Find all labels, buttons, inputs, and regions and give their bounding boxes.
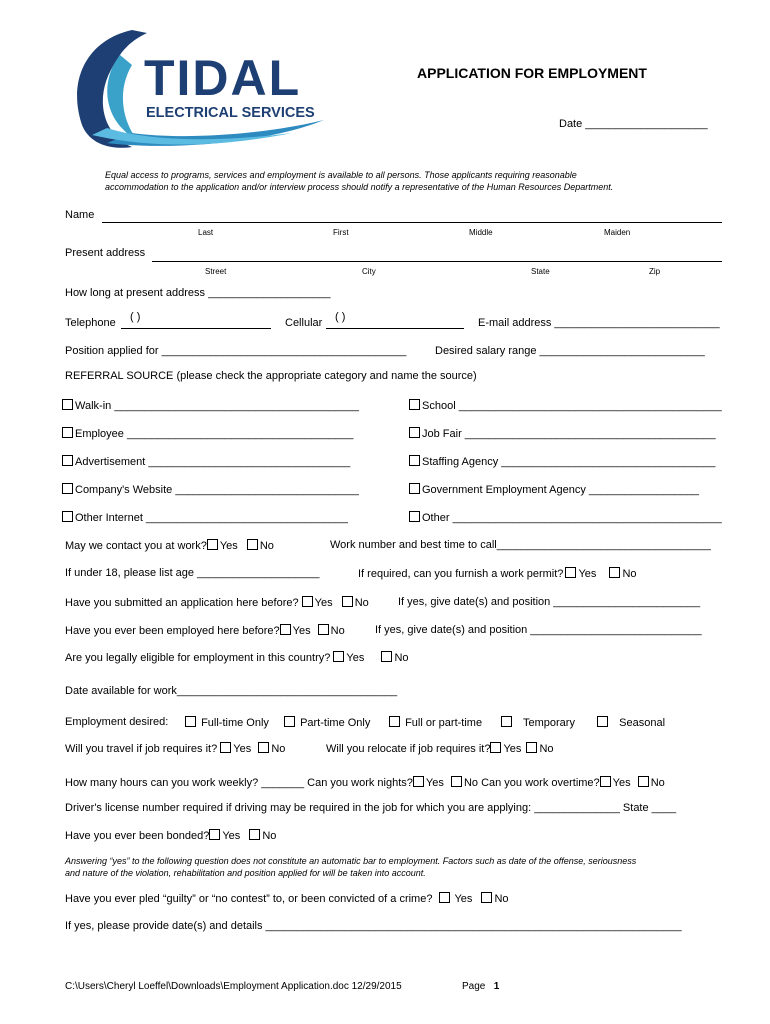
crime-question: Have you ever pled “guilty” or “no contest” to, or been convicted of a crime? Yes No xyxy=(65,893,509,905)
checkbox[interactable] xyxy=(185,716,196,727)
checkbox[interactable] xyxy=(526,742,537,753)
checkbox[interactable] xyxy=(318,624,329,635)
checkbox[interactable] xyxy=(284,716,295,727)
employed-question: Have you ever been employed here before? Yes No xyxy=(65,625,345,637)
submitted-dates-field[interactable]: If yes, give date(s) and position ________________________ xyxy=(398,596,701,608)
relocate-question: Will you relocate if job requires it? Yes No xyxy=(326,743,554,755)
notice-line2: accommodation to the application and/or interview process should notify a representative of the Human Resources Department. xyxy=(105,182,614,192)
address-city-label: City xyxy=(362,267,376,276)
form-title: APPLICATION FOR EMPLOYMENT xyxy=(417,65,647,81)
employment-desired-label: Employment desired: xyxy=(65,716,169,728)
checkbox[interactable] xyxy=(501,716,512,727)
checkbox[interactable] xyxy=(62,399,73,410)
company-name: TIDAL xyxy=(144,50,302,106)
license-field[interactable]: Driver's license number required if driving may be required in the job for which you are applying: ______________ State ____ xyxy=(65,802,677,814)
checkbox[interactable] xyxy=(389,716,400,727)
notice-line1: Equal access to programs, services and employment is available to all persons. Those applicants requiring reasonable xyxy=(105,170,577,180)
answering-note-line1: Answering “yes” to the following question does not constitute an automatic bar to employment. Factors such as date of the offense, seriousness xyxy=(65,856,637,866)
referral-job-fair[interactable]: Job Fair _________________________________________ xyxy=(409,427,716,440)
name-field[interactable] xyxy=(102,222,722,223)
checkbox[interactable] xyxy=(565,567,576,578)
telephone-area: ( ) xyxy=(130,311,141,323)
checkbox[interactable] xyxy=(409,399,420,410)
referral-other[interactable]: Other ____________________________________________ xyxy=(409,511,722,524)
referral-other-internet[interactable]: Other Internet _________________________________ xyxy=(62,511,348,524)
cellular-label: Cellular xyxy=(285,317,323,329)
employed-dates-field[interactable]: If yes, give date(s) and position ____________________________ xyxy=(375,624,702,636)
option-full-time[interactable]: Full-time Only xyxy=(185,716,269,729)
checkbox[interactable] xyxy=(439,892,450,903)
footer-page: Page 1 xyxy=(462,981,500,992)
option-temporary[interactable]: Temporary xyxy=(501,716,575,729)
cellular-area: ( ) xyxy=(335,311,346,323)
referral-company-website[interactable]: Company's Website ______________________________ xyxy=(62,483,359,496)
checkbox[interactable] xyxy=(600,776,611,787)
cellular-field[interactable] xyxy=(326,328,464,329)
option-full-or-part[interactable]: Full or part-time xyxy=(389,716,482,729)
details-field[interactable]: If yes, please provide date(s) and details ____________________________________________________________________ xyxy=(65,920,682,932)
checkbox[interactable] xyxy=(62,427,73,438)
checkbox[interactable] xyxy=(342,596,353,607)
checkbox[interactable] xyxy=(258,742,269,753)
under-18-field[interactable]: If under 18, please list age ____________________ xyxy=(65,567,320,579)
option-seasonal[interactable]: Seasonal xyxy=(597,716,665,729)
name-label: Name xyxy=(65,209,95,221)
referral-government-agency[interactable]: Government Employment Agency __________________ xyxy=(409,483,699,496)
referral-school[interactable]: School ___________________________________________ xyxy=(409,399,722,412)
address-state-label: State xyxy=(531,267,550,276)
telephone-field[interactable] xyxy=(121,328,271,329)
name-first-label: First xyxy=(333,228,349,237)
name-last-label: Last xyxy=(198,228,214,237)
checkbox[interactable] xyxy=(409,511,420,522)
how-long-field[interactable]: How long at present address ____________________ xyxy=(65,287,331,299)
hours-question: How many hours can you work weekly? _______ Can you work nights? Yes No Can you work overtime? Yes No xyxy=(65,777,665,789)
checkbox[interactable] xyxy=(209,829,220,840)
checkbox[interactable] xyxy=(220,742,231,753)
email-field[interactable]: E-mail address ___________________________ xyxy=(478,317,720,329)
checkbox[interactable] xyxy=(409,455,420,466)
checkbox[interactable] xyxy=(409,483,420,494)
telephone-label: Telephone xyxy=(65,317,116,329)
address-field[interactable] xyxy=(152,261,722,262)
bonded-question: Have you ever been bonded? Yes No xyxy=(65,830,277,842)
company-logo xyxy=(62,25,332,150)
checkbox[interactable] xyxy=(249,829,260,840)
option-part-time[interactable]: Part-time Only xyxy=(284,716,370,729)
address-zip-label: Zip xyxy=(649,267,661,276)
contact-question: May we contact you at work? Yes No xyxy=(65,540,274,552)
referral-staffing-agency[interactable]: Staffing Agency ___________________________________ xyxy=(409,455,715,468)
footer-path: C:\Users\Cheryl Loeffel\Downloads\Employment Application.doc 12/29/2015 xyxy=(65,981,402,992)
checkbox[interactable] xyxy=(302,596,313,607)
salary-field[interactable]: Desired salary range ___________________________ xyxy=(435,345,705,357)
position-field[interactable]: Position applied for ________________________________________ xyxy=(65,345,407,357)
referral-walk-in[interactable]: Walk-in ________________________________________ xyxy=(62,399,359,412)
company-subtitle: ELECTRICAL SERVICES xyxy=(146,105,315,121)
name-middle-label: Middle xyxy=(469,228,493,237)
submitted-question: Have you submitted an application here before? Yes No xyxy=(65,597,369,609)
referral-advertisement[interactable]: Advertisement _________________________________ xyxy=(62,455,350,468)
checkbox[interactable] xyxy=(451,776,462,787)
checkbox[interactable] xyxy=(62,511,73,522)
checkbox[interactable] xyxy=(638,776,649,787)
work-permit-question: If required, can you furnish a work permit? Yes No xyxy=(358,568,637,580)
checkbox[interactable] xyxy=(413,776,424,787)
checkbox[interactable] xyxy=(333,651,344,662)
checkbox[interactable] xyxy=(481,892,492,903)
checkbox[interactable] xyxy=(62,455,73,466)
checkbox[interactable] xyxy=(62,483,73,494)
checkbox[interactable] xyxy=(490,742,501,753)
referral-heading: REFERRAL SOURCE (please check the appropriate category and name the source) xyxy=(65,370,477,382)
eligible-question: Are you legally eligible for employment in this country? Yes No xyxy=(65,652,409,664)
checkbox[interactable] xyxy=(609,567,620,578)
checkbox[interactable] xyxy=(280,624,291,635)
address-street-label: Street xyxy=(205,267,227,276)
work-number-field[interactable]: Work number and best time to call___________________________________ xyxy=(330,539,711,551)
checkbox[interactable] xyxy=(207,539,218,550)
checkbox[interactable] xyxy=(381,651,392,662)
date-available-field[interactable]: Date available for work____________________________________ xyxy=(65,685,398,697)
checkbox[interactable] xyxy=(247,539,258,550)
date-field[interactable]: Date ____________________ xyxy=(559,118,708,130)
travel-question: Will you travel if job requires it? Yes No xyxy=(65,743,286,755)
name-maiden-label: Maiden xyxy=(604,228,631,237)
referral-employee[interactable]: Employee _____________________________________ xyxy=(62,427,353,440)
address-label: Present address xyxy=(65,247,146,259)
checkbox[interactable] xyxy=(597,716,608,727)
checkbox[interactable] xyxy=(409,427,420,438)
answering-note-line2: and nature of the violation, rehabilitation and position applied for will be taken into account. xyxy=(65,868,426,878)
